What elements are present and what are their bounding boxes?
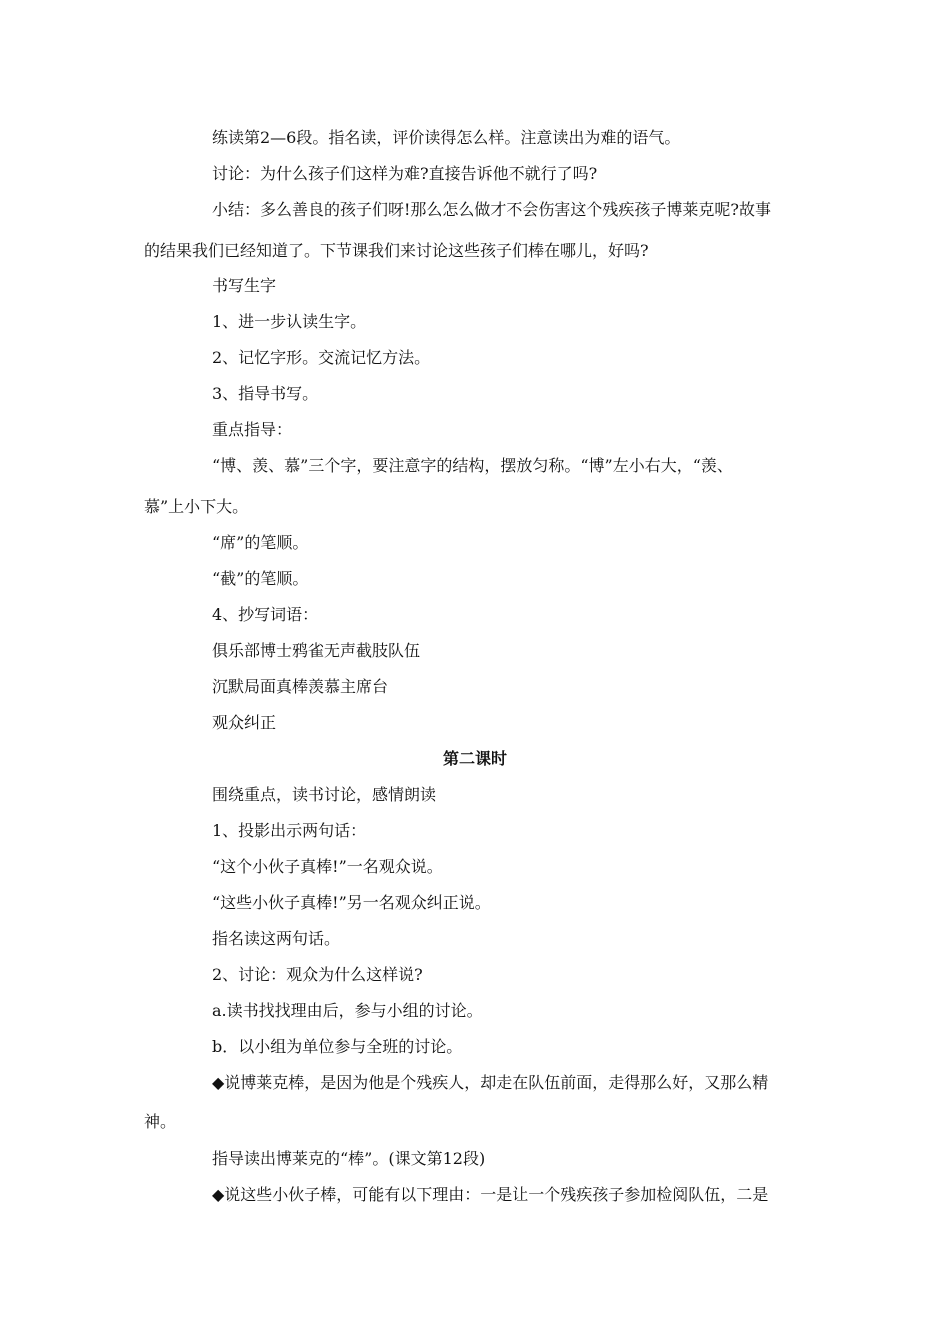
list-item: 4、抄写词语： <box>212 605 319 624</box>
paragraph: 围绕重点，读书讨论，感情朗读 <box>212 785 437 804</box>
list-item: 3、指导书写。 <box>212 384 319 403</box>
quote-line: “这个小伙子真棒!”一名观众说。 <box>212 857 443 876</box>
list-item: 1、进一步认读生字。 <box>212 312 367 331</box>
word-list: 沉默局面真棒羡慕主席台 <box>212 677 389 696</box>
word-list: 俱乐部博士鸦雀无声截肢队伍 <box>212 641 421 660</box>
paragraph-continuation: 神。 <box>144 1112 177 1131</box>
paragraph-continuation: 慕”上小下大。 <box>144 497 249 516</box>
section-heading: 第二课时 <box>442 749 507 768</box>
paragraph: 指名读这两句话。 <box>212 929 341 948</box>
paragraph: 指导读出博莱克的“棒”。(课文第12段) <box>212 1149 486 1168</box>
paragraph: “席”的笔顺。 <box>212 533 309 552</box>
word-list: 观众纠正 <box>212 713 277 732</box>
paragraph-continuation: 的结果我们已经知道了。下节课我们来讨论这些孩子们棒在哪儿，好吗? <box>144 241 649 260</box>
paragraph: 重点指导： <box>212 420 293 439</box>
paragraph: “截”的笔顺。 <box>212 569 309 588</box>
paragraph: 讨论：为什么孩子们这样为难?直接告诉他不就行了吗? <box>212 164 598 183</box>
quote-line: “这些小伙子真棒!”另一名观众纠正说。 <box>212 893 491 912</box>
section-label: 书写生字 <box>212 276 277 295</box>
paragraph: “博、羡、慕”三个字，要注意字的结构，摆放匀称。“博”左小右大，“羡、 <box>212 456 733 475</box>
list-item: 2、记忆字形。交流记忆方法。 <box>212 348 431 367</box>
list-item: b．以小组为单位参与全班的讨论。 <box>212 1037 463 1056</box>
bullet-paragraph: ◆说博莱克棒，是因为他是个残疾人，却走在队伍前面，走得那么好，又那么精 <box>212 1073 769 1092</box>
paragraph: 小结：多么善良的孩子们呀!那么怎么做才不会伤害这个残疾孩子博莱克呢?故事 <box>212 200 772 219</box>
paragraph: 练读第2—6段。指名读，评价读得怎么样。注意读出为难的语气。 <box>212 128 681 147</box>
list-item: a.读书找找理由后，参与小组的讨论。 <box>212 1001 483 1020</box>
bullet-paragraph: ◆说这些小伙子棒，可能有以下理由：一是让一个残疾孩子参加检阅队伍，二是 <box>212 1185 769 1204</box>
list-item: 1、投影出示两句话： <box>212 821 367 840</box>
list-item: 2、讨论：观众为什么这样说? <box>212 965 423 984</box>
